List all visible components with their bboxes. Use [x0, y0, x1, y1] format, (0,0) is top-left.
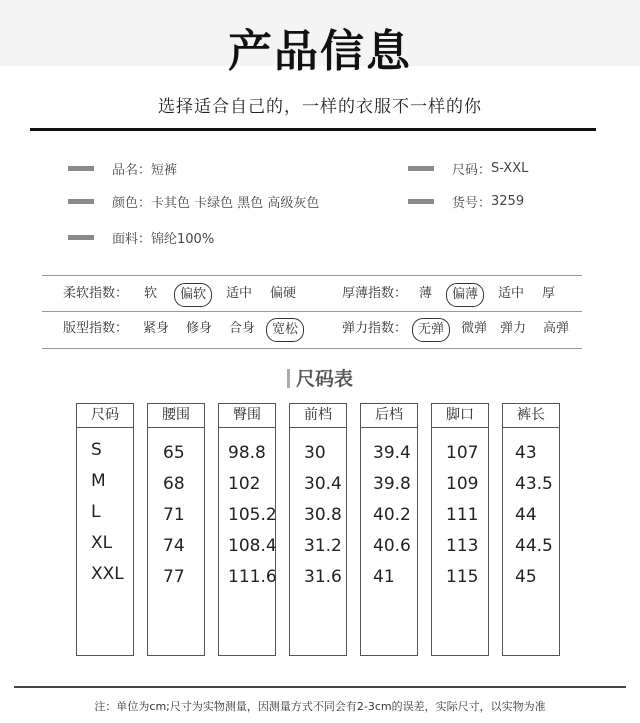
table-cell: 102	[228, 474, 261, 494]
table-cell: 30	[304, 443, 326, 463]
table-cell: 107	[446, 443, 479, 463]
index-divider-middle	[42, 311, 582, 312]
info-name-label: 品名：	[112, 162, 152, 178]
table-cell: 105.2	[228, 505, 277, 525]
elasticity-option-high: 高弹	[543, 321, 570, 336]
info-name-value: 短裤	[151, 162, 178, 178]
table-cell: 74	[163, 536, 185, 556]
table-cell: 68	[163, 474, 185, 494]
size-column	[218, 403, 276, 656]
table-cell: 113	[446, 536, 479, 556]
info-size-value: S-XXL	[491, 160, 529, 176]
table-cell: 43	[515, 443, 537, 463]
column-header: 后档	[361, 404, 417, 428]
column-header: 臀围	[219, 404, 275, 428]
info-fabric-label: 面料：	[112, 231, 152, 247]
info-color	[68, 191, 319, 211]
bullet-bar-icon	[68, 199, 94, 204]
bullet-bar-icon	[408, 166, 434, 171]
table-cell: XL	[91, 533, 113, 553]
table-cell: S	[91, 440, 102, 460]
title-tick-icon	[287, 369, 290, 388]
table-cell: 115	[446, 567, 479, 587]
fit-option-selected: 宽松	[266, 318, 304, 342]
index-divider-top	[42, 275, 582, 276]
info-fabric-value: 锦纶100%	[151, 231, 215, 247]
size-table-title	[0, 364, 640, 391]
footer-divider	[14, 686, 626, 688]
softness-option-selected: 偏软	[174, 283, 212, 307]
table-cell: 109	[446, 474, 479, 494]
info-item-no-label: 货号：	[452, 195, 492, 211]
size-column	[76, 403, 134, 656]
column-header: 裤长	[503, 404, 559, 428]
column-header: 脚口	[432, 404, 488, 428]
table-cell: 31.2	[304, 536, 342, 556]
table-cell: 77	[163, 567, 185, 587]
softness-option-hard: 偏硬	[270, 286, 297, 301]
index-divider-bottom	[42, 348, 582, 349]
table-cell: 30.4	[304, 474, 342, 494]
elasticity-option-selected: 无弹	[412, 318, 450, 342]
thickness-option-medium: 适中	[498, 286, 525, 301]
title-divider	[30, 128, 596, 131]
table-cell: M	[91, 471, 106, 491]
index-row-2	[0, 316, 640, 342]
table-cell: 43.5	[515, 474, 553, 494]
column-header: 尺码	[77, 404, 133, 428]
table-cell: 44	[515, 505, 537, 525]
table-cell: L	[91, 502, 101, 522]
size-column	[289, 403, 347, 656]
softness-option-soft: 软	[144, 286, 158, 301]
info-size	[408, 158, 528, 178]
softness-label: 柔软指数：	[63, 286, 129, 301]
info-size-label: 尺码：	[452, 162, 492, 178]
bullet-bar-icon	[68, 235, 94, 240]
elasticity-label: 弹力指数：	[342, 321, 408, 336]
table-cell: 40.6	[373, 536, 411, 556]
bullet-bar-icon	[408, 199, 434, 204]
table-cell: 71	[163, 505, 185, 525]
thickness-option-thick: 厚	[542, 286, 556, 301]
table-cell: 45	[515, 567, 537, 587]
table-cell: 41	[373, 567, 395, 587]
index-row-1	[0, 281, 640, 307]
table-cell: 111	[446, 505, 479, 525]
info-name	[68, 158, 177, 178]
table-cell: 111.6	[228, 567, 277, 587]
thickness-option-thin: 薄	[419, 286, 433, 301]
thickness-label: 厚薄指数：	[342, 286, 408, 301]
size-column	[431, 403, 489, 656]
fit-option-tight: 紧身	[143, 321, 170, 336]
table-cell: 40.2	[373, 505, 411, 525]
table-cell: 39.8	[373, 474, 411, 494]
size-column	[147, 403, 205, 656]
info-color-value: 卡其色 卡绿色 黑色 高级灰色	[151, 195, 320, 211]
fit-option-regular: 合身	[229, 321, 256, 336]
table-cell: 39.4	[373, 443, 411, 463]
elasticity-option-stretch: 弹力	[500, 321, 527, 336]
size-table-title-text: 尺码表	[295, 368, 353, 390]
page-title: 产品信息	[228, 26, 412, 77]
info-item-no-value: 3259	[491, 193, 525, 209]
fit-option-slim: 修身	[186, 321, 213, 336]
elasticity-option-slight: 微弹	[461, 321, 488, 336]
fit-label: 版型指数：	[63, 321, 129, 336]
page-subtitle: 选择适合自己的，一样的衣服不一样的你	[158, 97, 482, 117]
table-cell: 44.5	[515, 536, 553, 556]
table-cell: 98.8	[228, 443, 266, 463]
footer-note: 注：单位为cm;尺寸为实物测量，因测量方式不同会有2-3cm的误差，实际尺寸，以实物为准	[94, 700, 546, 713]
thickness-option-selected: 偏薄	[446, 283, 484, 307]
bullet-bar-icon	[68, 166, 94, 171]
info-fabric	[68, 227, 214, 247]
column-header: 前档	[290, 404, 346, 428]
table-cell: 65	[163, 443, 185, 463]
softness-option-medium: 适中	[226, 286, 253, 301]
size-column	[502, 403, 560, 656]
column-header: 腰围	[148, 404, 204, 428]
info-color-label: 颜色：	[112, 195, 152, 211]
table-cell: 30.8	[304, 505, 342, 525]
table-cell: 31.6	[304, 567, 342, 587]
size-column	[360, 403, 418, 656]
table-cell: 108.4	[228, 536, 277, 556]
info-item-no	[408, 191, 524, 211]
table-cell: XXL	[91, 564, 124, 584]
